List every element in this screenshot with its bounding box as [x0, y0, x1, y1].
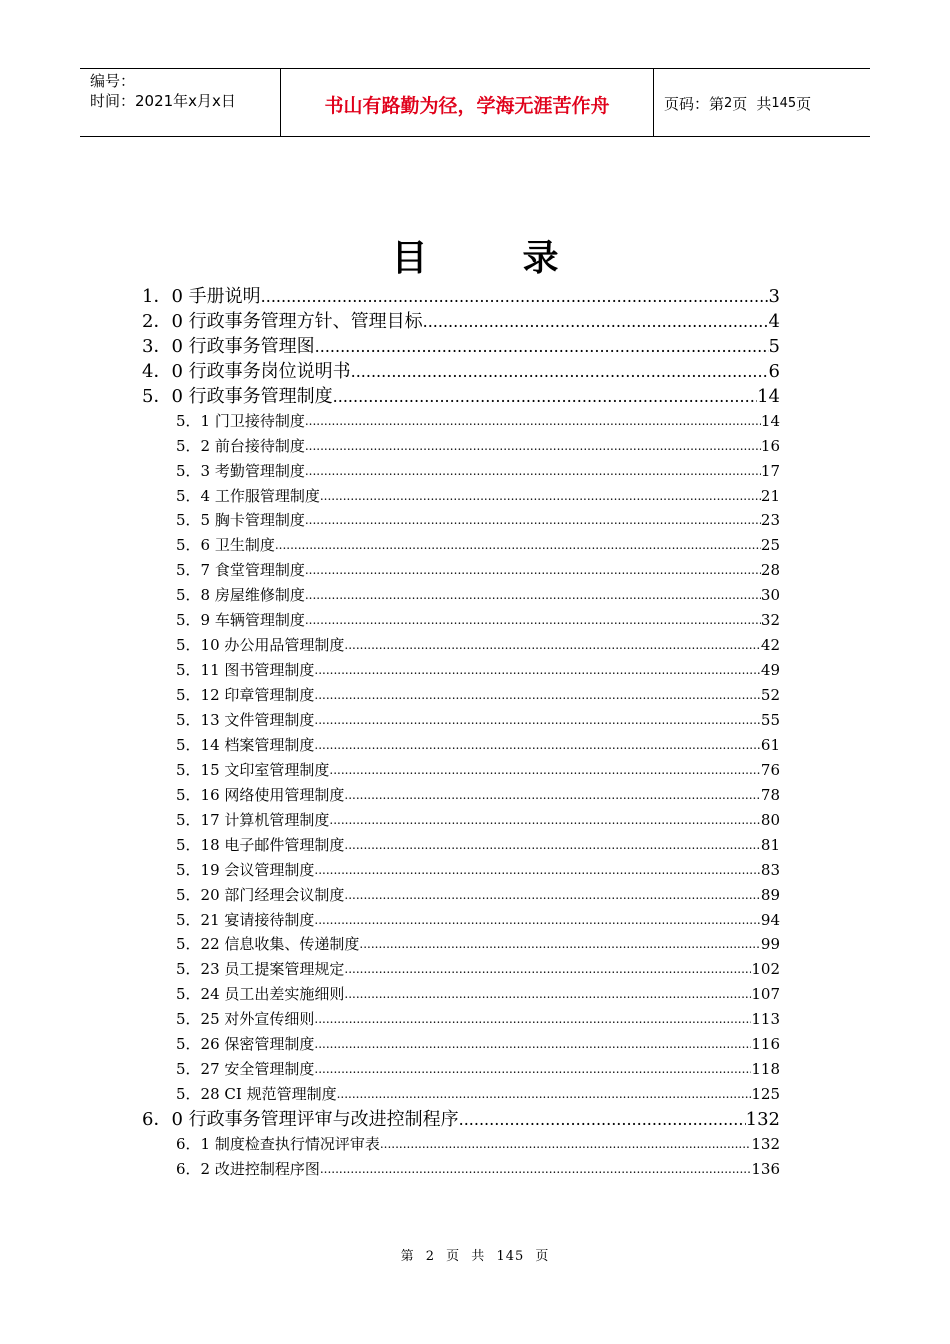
date-label: 时间：2021年x月x日 [90, 92, 236, 110]
toc-entry-page: 16 [760, 436, 780, 455]
toc-leader-dots [305, 460, 761, 482]
toc-leader-dots [314, 1033, 751, 1055]
toc-entry[interactable] [176, 534, 780, 556]
toc-entry[interactable] [176, 559, 780, 581]
toc-entry[interactable] [176, 460, 780, 482]
toc-entry-title: 5．16 网络使用管理制度 [176, 785, 345, 804]
toc-entry-title: 5．25 对外宣传细则 [176, 1010, 315, 1029]
toc-entry[interactable] [142, 360, 780, 384]
toc-entry-title: 5．8 房屋维修制度 [176, 586, 305, 605]
toc-entry-page: 52 [760, 686, 780, 705]
toc-entry[interactable] [176, 584, 780, 606]
toc-entry[interactable] [176, 909, 780, 931]
toc-entry[interactable] [176, 634, 780, 656]
toc-entry-title: 5．2 前台接待制度 [176, 436, 305, 455]
toc-leader-dots [329, 759, 761, 781]
toc-entry-title: 3．0 行政事务管理图 [142, 335, 315, 357]
header-motto: 书山有路勤为径，学海无涯苦作舟 [281, 69, 654, 136]
toc-entry[interactable] [176, 1008, 780, 1030]
toc-leader-dots [314, 909, 761, 931]
toc-entry-page: 99 [760, 935, 780, 954]
toc-entry[interactable] [176, 759, 780, 781]
toc-entry[interactable] [176, 659, 780, 681]
toc-leader-dots [314, 659, 761, 681]
toc-entry-title: 5．5 胸卡管理制度 [176, 511, 305, 530]
toc-entry-page: 83 [760, 860, 780, 879]
toc-leader-dots [305, 584, 761, 606]
serial-number-label: 编号： [90, 72, 136, 90]
toc-entry[interactable] [176, 983, 780, 1005]
toc-entry-page: 49 [760, 661, 780, 680]
footer-current-page: 2 [425, 1249, 435, 1264]
footer-word-1: 第 [400, 1249, 415, 1264]
toc-entry-page: 125 [751, 1085, 780, 1104]
toc-entry[interactable] [142, 310, 780, 334]
toc-leader-dots [314, 1008, 751, 1030]
toc-entry-title: 5．28 CI 规范管理制度 [176, 1085, 337, 1104]
toc-leader-dots [261, 285, 769, 309]
toc-leader-dots [344, 884, 761, 906]
toc-entry-page: 55 [760, 710, 780, 729]
toc-leader-dots [314, 709, 761, 731]
toc-leader-dots [380, 1133, 752, 1155]
toc-entry-title: 5．24 员工出差实施细则 [176, 985, 345, 1004]
toc-entry-page: 113 [751, 1010, 780, 1029]
footer-word-4: 页 [535, 1249, 550, 1264]
toc-entry-title: 5．12 印章管理制度 [176, 686, 315, 705]
toc-entry[interactable] [176, 410, 780, 432]
toc-leader-dots [344, 958, 751, 980]
toc-entry[interactable] [142, 1108, 780, 1132]
toc-entry-title: 5．18 电子邮件管理制度 [176, 835, 345, 854]
toc-entry[interactable] [176, 709, 780, 731]
toc-entry-page: 89 [760, 885, 780, 904]
toc-entry-title: 5．26 保密管理制度 [176, 1035, 315, 1054]
toc-entry[interactable] [176, 485, 780, 507]
toc-entry[interactable] [176, 1033, 780, 1055]
toc-leader-dots [337, 1083, 752, 1105]
toc-entry[interactable] [142, 285, 780, 309]
toc-entry[interactable] [176, 734, 780, 756]
toc-entry[interactable] [142, 385, 780, 409]
toc-entry-title: 5．6 卫生制度 [176, 536, 275, 555]
page-suffix: 页 [796, 95, 812, 113]
toc-entry[interactable] [176, 1133, 780, 1155]
toc-entry-title: 5．1 门卫接待制度 [176, 411, 305, 430]
toc-leader-dots [305, 609, 761, 631]
toc-entry-page: 4 [768, 310, 780, 332]
toc-entry[interactable] [176, 509, 780, 531]
toc-leader-dots [329, 809, 761, 831]
toc-leader-dots [351, 360, 769, 384]
toc-entry-title: 5．7 食堂管理制度 [176, 561, 305, 580]
toc-entry-title: 5．17 计算机管理制度 [176, 810, 330, 829]
toc-entry-page: 132 [745, 1109, 780, 1131]
toc-entry[interactable] [176, 435, 780, 457]
toc-entry-page: 42 [760, 636, 780, 655]
toc-leader-dots [344, 834, 761, 856]
toc-entry-page: 132 [751, 1134, 780, 1153]
title-char-left: 目 [391, 238, 428, 279]
toc-leader-dots [333, 385, 757, 409]
toc-entry-title: 5．19 会议管理制度 [176, 860, 315, 879]
toc-entry-title: 5．15 文印室管理制度 [176, 760, 330, 779]
toc-entry-page: 81 [760, 835, 780, 854]
toc-entry-page: 17 [760, 461, 780, 480]
toc-leader-dots [344, 983, 751, 1005]
toc-entry-title: 6．1 制度检查执行情况评审表 [176, 1134, 380, 1153]
toc-entry-title: 5．4 工作服管理制度 [176, 486, 320, 505]
toc-entry-title: 5．3 考勤管理制度 [176, 461, 305, 480]
toc-entry-title: 5．27 安全管理制度 [176, 1060, 315, 1079]
toc-entry-page: 61 [760, 735, 780, 754]
toc-entry-title: 2．0 行政事务管理方针、管理目标 [142, 310, 423, 332]
toc-entry-title: 5．22 信息收集、传递制度 [176, 935, 360, 954]
toc-leader-dots [314, 684, 761, 706]
page-footer [0, 1245, 950, 1264]
toc-leader-dots [305, 410, 761, 432]
toc-entry-title: 5．10 办公用品管理制度 [176, 636, 345, 655]
toc-entry-title: 6．0 行政事务管理评审与改进控制程序 [142, 1109, 459, 1131]
toc-leader-dots [344, 784, 761, 806]
toc-entry-title: 5．14 档案管理制度 [176, 735, 315, 754]
toc-entry-page: 6 [768, 360, 780, 382]
toc-entry-page: 21 [760, 486, 780, 505]
page-prefix: 页码：第 [664, 95, 725, 113]
toc-entry[interactable] [176, 859, 780, 881]
toc-leader-dots [459, 1108, 746, 1132]
footer-word-2: 页 [446, 1249, 461, 1264]
toc-entry-title: 5．23 员工提案管理规定 [176, 960, 345, 979]
toc-entry[interactable] [176, 609, 780, 631]
page-mid: 页 [732, 95, 748, 113]
toc-entry[interactable] [142, 335, 780, 359]
toc-entry[interactable] [176, 1158, 780, 1180]
toc-entry-title: 5．0 行政事务管理制度 [142, 385, 333, 407]
toc-entry-page: 28 [760, 561, 780, 580]
toc-entry-page: 107 [751, 985, 780, 1004]
toc-entry-page: 78 [760, 785, 780, 804]
toc-entry-page: 3 [768, 286, 780, 307]
toc-entry-page: 30 [760, 586, 780, 605]
toc-entry-page: 80 [760, 810, 780, 829]
toc-entry[interactable] [176, 958, 780, 980]
toc-entry-page: 14 [760, 411, 780, 430]
toc-entry-page: 25 [760, 536, 780, 555]
toc-entry-title: 5．21 宴请接待制度 [176, 910, 315, 929]
toc-entry-page: 14 [757, 385, 780, 407]
toc-leader-dots [314, 859, 761, 881]
toc-entry[interactable] [176, 1058, 780, 1080]
footer-total-pages: 145 [496, 1249, 525, 1264]
toc-leader-dots [320, 1158, 752, 1180]
toc-entry[interactable] [176, 809, 780, 831]
toc-leader-dots [344, 634, 761, 656]
toc-entry[interactable] [176, 684, 780, 706]
toc-entry-title: 4．0 行政事务岗位说明书 [142, 360, 351, 382]
toc-leader-dots [275, 534, 761, 556]
toc-leader-dots [305, 509, 761, 531]
toc-entry-page: 5 [768, 335, 780, 357]
toc-entry[interactable] [176, 933, 780, 955]
toc-leader-dots [359, 933, 761, 955]
toc-entry-page: 116 [751, 1035, 780, 1054]
toc-entry-title: 5．20 部门经理会议制度 [176, 885, 345, 904]
toc-entry-title: 1．0 手册说明 [142, 286, 261, 307]
toc-entry[interactable] [176, 884, 780, 906]
toc-entry-page: 76 [760, 760, 780, 779]
footer-word-3: 共 [471, 1249, 486, 1264]
toc-leader-dots [314, 1058, 751, 1080]
toc-leader-dots [305, 559, 761, 581]
toc-leader-dots [305, 435, 761, 457]
toc-entry-page: 23 [760, 511, 780, 530]
toc-entry-page: 102 [751, 960, 780, 979]
toc-entry[interactable] [176, 834, 780, 856]
toc-entry[interactable] [176, 1083, 780, 1105]
toc-leader-dots [423, 310, 769, 334]
toc-entry-page: 118 [751, 1060, 780, 1079]
page-total-prefix: 共 [756, 95, 772, 113]
page-total: 145 [771, 96, 797, 111]
toc-entry-title: 6．2 改进控制程序图 [176, 1159, 320, 1178]
toc-entry-page: 136 [751, 1159, 780, 1178]
toc-leader-dots [315, 335, 769, 359]
toc-entry-page: 94 [760, 910, 780, 929]
toc-leader-dots [314, 734, 761, 756]
toc-entry-page: 32 [760, 611, 780, 630]
page-current: 2 [724, 96, 733, 111]
toc-entry[interactable] [176, 784, 780, 806]
toc-entry-title: 5．13 文件管理制度 [176, 710, 315, 729]
toc-leader-dots [320, 485, 761, 507]
title-char-right: 录 [522, 238, 559, 279]
toc-entry-title: 5．11 图书管理制度 [176, 661, 315, 680]
toc-entry-title: 5．9 车辆管理制度 [176, 611, 305, 630]
